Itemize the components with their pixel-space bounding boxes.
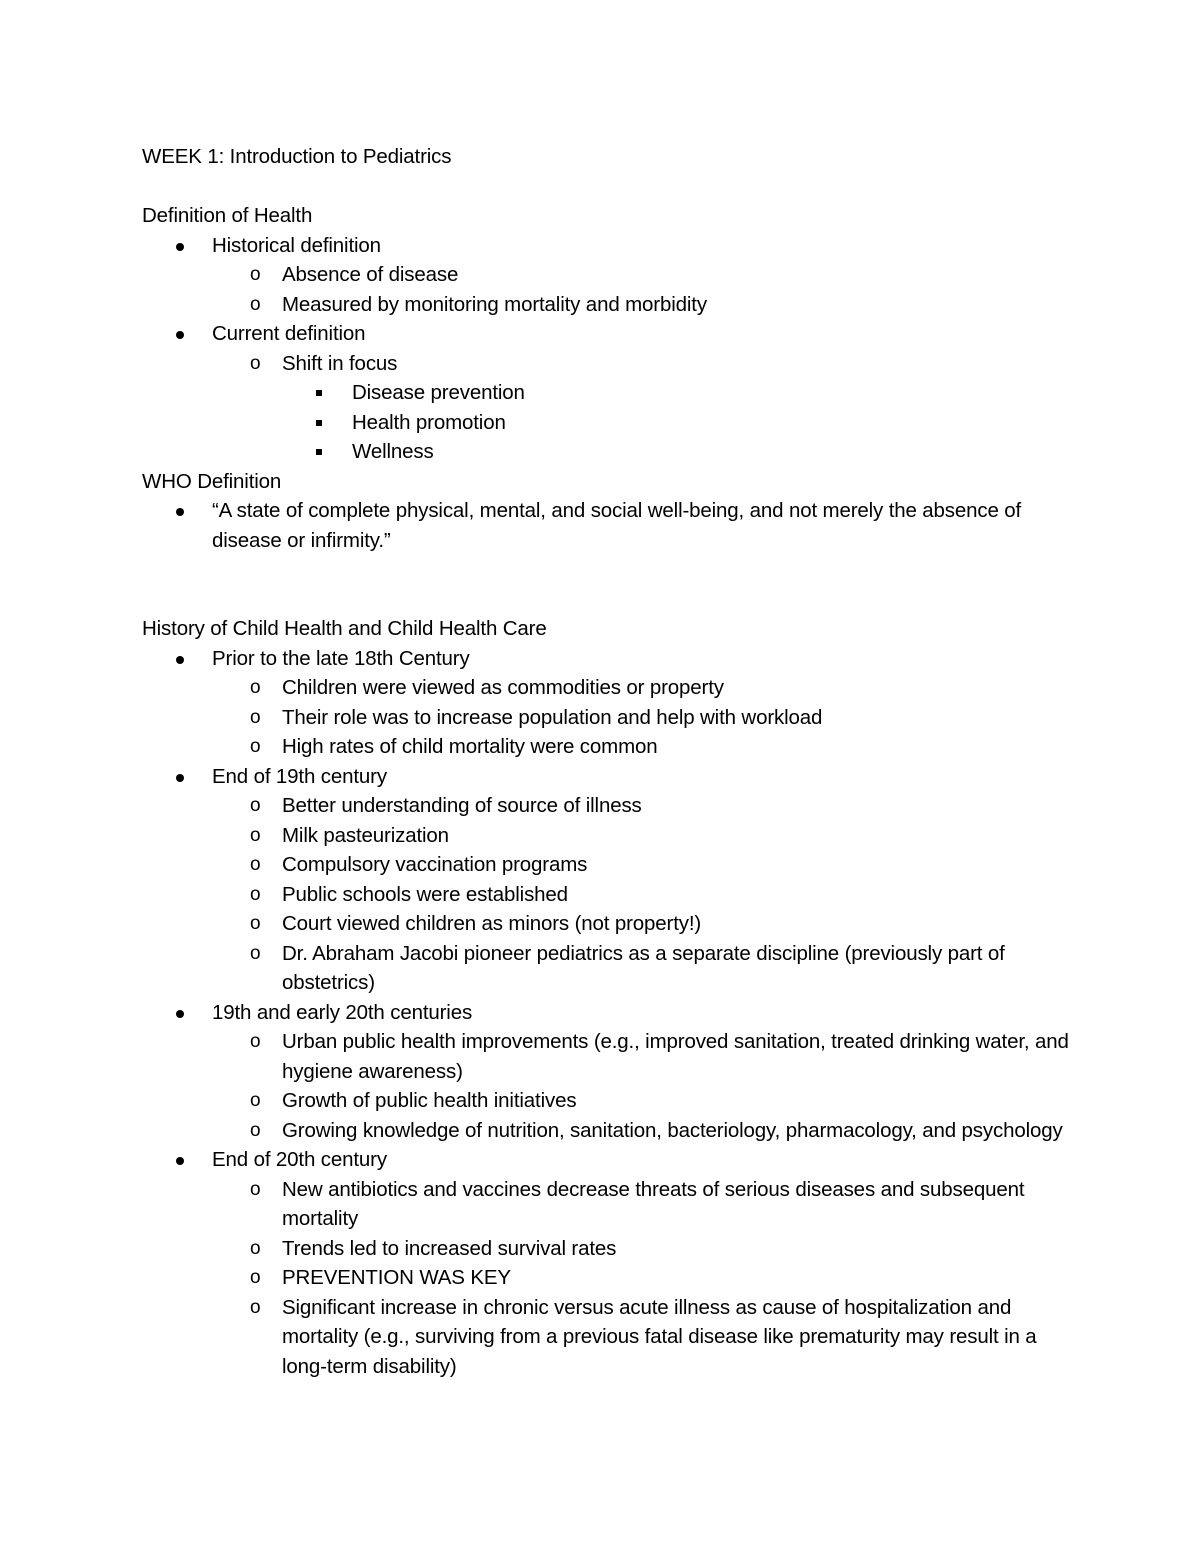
- list-item: [142, 231, 1072, 320]
- bullet-dot-icon: [176, 331, 184, 339]
- section-heading-who-definition: WHO Definition: [142, 469, 282, 493]
- list-item-text: Significant increase in chronic versus acute illness as cause of hospitalization and mortality (e.g., surviving from a previous fatal disease like prematurity may result in a long-term disability): [282, 1295, 1037, 1378]
- square-bullet-icon: [316, 390, 322, 396]
- sub-list: [212, 673, 1072, 762]
- section-heading-definition-of-health: Definition of Health: [142, 204, 313, 227]
- list-item-text: “A state of complete physical, mental, and social well-being, and not merely the absence of disease or infirmity.”: [212, 499, 1022, 552]
- list-item-text: Prior to the late 18th Century: [212, 646, 470, 670]
- list-item: [212, 821, 1072, 851]
- list-item-text: Their role was to increase population and help with workload: [282, 705, 823, 729]
- list-item: [212, 290, 1072, 320]
- circle-bullet-icon: o: [250, 1267, 261, 1288]
- circle-bullet-icon: o: [250, 736, 261, 757]
- list-item: [212, 909, 1072, 939]
- circle-bullet-icon: o: [250, 352, 261, 374]
- list-item: [212, 1234, 1072, 1264]
- list-item: [212, 732, 1072, 762]
- list-item-text: Public schools were established: [282, 882, 568, 906]
- circle-bullet-icon: o: [250, 1178, 261, 1200]
- sub-sub-list: [212, 378, 1072, 467]
- list-item-text: PREVENTION WAS KEY: [282, 1266, 511, 1289]
- list-item-text: Court viewed children as minors (not property!): [282, 912, 702, 935]
- circle-bullet-icon: o: [250, 824, 261, 846]
- list-item-text: Children were viewed as commodities or property: [282, 676, 724, 699]
- list-item-text: Measured by monitoring mortality and morbidity: [282, 292, 707, 316]
- who-definition-list: [142, 496, 1072, 555]
- list-item: [142, 1145, 1072, 1381]
- sub-list: [212, 1175, 1072, 1382]
- list-item-text: Urban public health improvements (e.g., improved sanitation, treated drinking water, and hygiene awareness): [282, 1030, 1069, 1083]
- circle-bullet-icon: o: [250, 1296, 261, 1318]
- list-item-text: Shift in focus: [282, 351, 398, 375]
- list-item-text: High rates of child mortality were common: [282, 735, 658, 758]
- list-item: [212, 349, 1072, 467]
- list-item-text: Disease prevention: [352, 381, 525, 404]
- list-item-text: New antibiotics and vaccines decrease threats of serious diseases and subsequent mortality: [282, 1177, 1025, 1230]
- list-item: [212, 1027, 1072, 1086]
- list-item-text: Current definition: [212, 322, 366, 345]
- circle-bullet-icon: o: [250, 706, 261, 728]
- bullet-dot-icon: [176, 1010, 184, 1018]
- circle-bullet-icon: o: [250, 1119, 261, 1141]
- list-item: [212, 1086, 1072, 1116]
- list-item: [212, 1293, 1072, 1382]
- sub-list: [212, 791, 1072, 998]
- list-item: [212, 1175, 1072, 1234]
- list-item-text: Growth of public health initiatives: [282, 1089, 577, 1112]
- page-title: WEEK 1: Introduction to Pediatrics: [142, 145, 452, 168]
- square-bullet-icon: [316, 420, 322, 426]
- list-item-text: Health promotion: [352, 410, 506, 434]
- circle-bullet-icon: o: [250, 854, 261, 875]
- list-item: [282, 378, 1072, 408]
- list-item-text: Absence of disease: [282, 263, 459, 286]
- list-item: [142, 998, 1072, 1146]
- list-item-text: Wellness: [352, 440, 434, 463]
- list-item-text: Compulsory vaccination programs: [282, 853, 588, 876]
- circle-bullet-icon: o: [250, 883, 261, 905]
- circle-bullet-icon: o: [250, 795, 261, 816]
- circle-bullet-icon: o: [250, 1237, 261, 1259]
- list-item-text: End of 20th century: [212, 1148, 387, 1171]
- list-item-text: Historical definition: [212, 233, 381, 257]
- list-item: [212, 939, 1072, 998]
- list-item: [142, 762, 1072, 998]
- definition-of-health-list: [142, 231, 1072, 467]
- list-item: [212, 703, 1072, 733]
- list-item-text: Dr. Abraham Jacobi pioneer pediatrics as a separate discipline (previously part of obstetrics): [282, 941, 1005, 994]
- circle-bullet-icon: o: [250, 942, 261, 964]
- list-item: [212, 260, 1072, 290]
- document-content: [142, 142, 1072, 1381]
- list-item: [212, 880, 1072, 910]
- list-item-text: End of 19th century: [212, 764, 387, 788]
- circle-bullet-icon: o: [250, 1090, 261, 1111]
- circle-bullet-icon: o: [250, 293, 261, 315]
- bullet-dot-icon: [176, 774, 184, 782]
- section-heading-history: History of Child Health and Child Health Care: [142, 617, 547, 640]
- circle-bullet-icon: o: [250, 264, 261, 285]
- bullet-dot-icon: [176, 1157, 184, 1165]
- list-item: [212, 673, 1072, 703]
- list-item: [282, 408, 1072, 438]
- history-list: [142, 644, 1072, 1382]
- list-item: [212, 1263, 1072, 1293]
- list-item-text: Trends led to increased survival rates: [282, 1236, 617, 1260]
- list-item-text: Milk pasteurization: [282, 823, 449, 847]
- sub-list: [212, 260, 1072, 319]
- sub-list: [212, 1027, 1072, 1145]
- list-item-text: Growing knowledge of nutrition, sanitation, bacteriology, pharmacology, and psychology: [282, 1118, 1063, 1142]
- list-item: [212, 791, 1072, 821]
- square-bullet-icon: [316, 449, 322, 455]
- list-item: [212, 850, 1072, 880]
- list-item: [282, 437, 1072, 467]
- list-item: [142, 644, 1072, 762]
- circle-bullet-icon: o: [250, 913, 261, 934]
- bullet-dot-icon: [176, 656, 184, 664]
- circle-bullet-icon: o: [250, 1031, 261, 1052]
- bullet-dot-icon: [176, 243, 184, 251]
- list-item: [142, 319, 1072, 467]
- list-item-text: Better understanding of source of illness: [282, 794, 642, 817]
- list-item: [212, 1116, 1072, 1146]
- bullet-dot-icon: [176, 508, 184, 516]
- circle-bullet-icon: o: [250, 677, 261, 698]
- list-item: [142, 496, 1072, 555]
- sub-list: [212, 349, 1072, 467]
- list-item-text: 19th and early 20th centuries: [212, 1000, 473, 1024]
